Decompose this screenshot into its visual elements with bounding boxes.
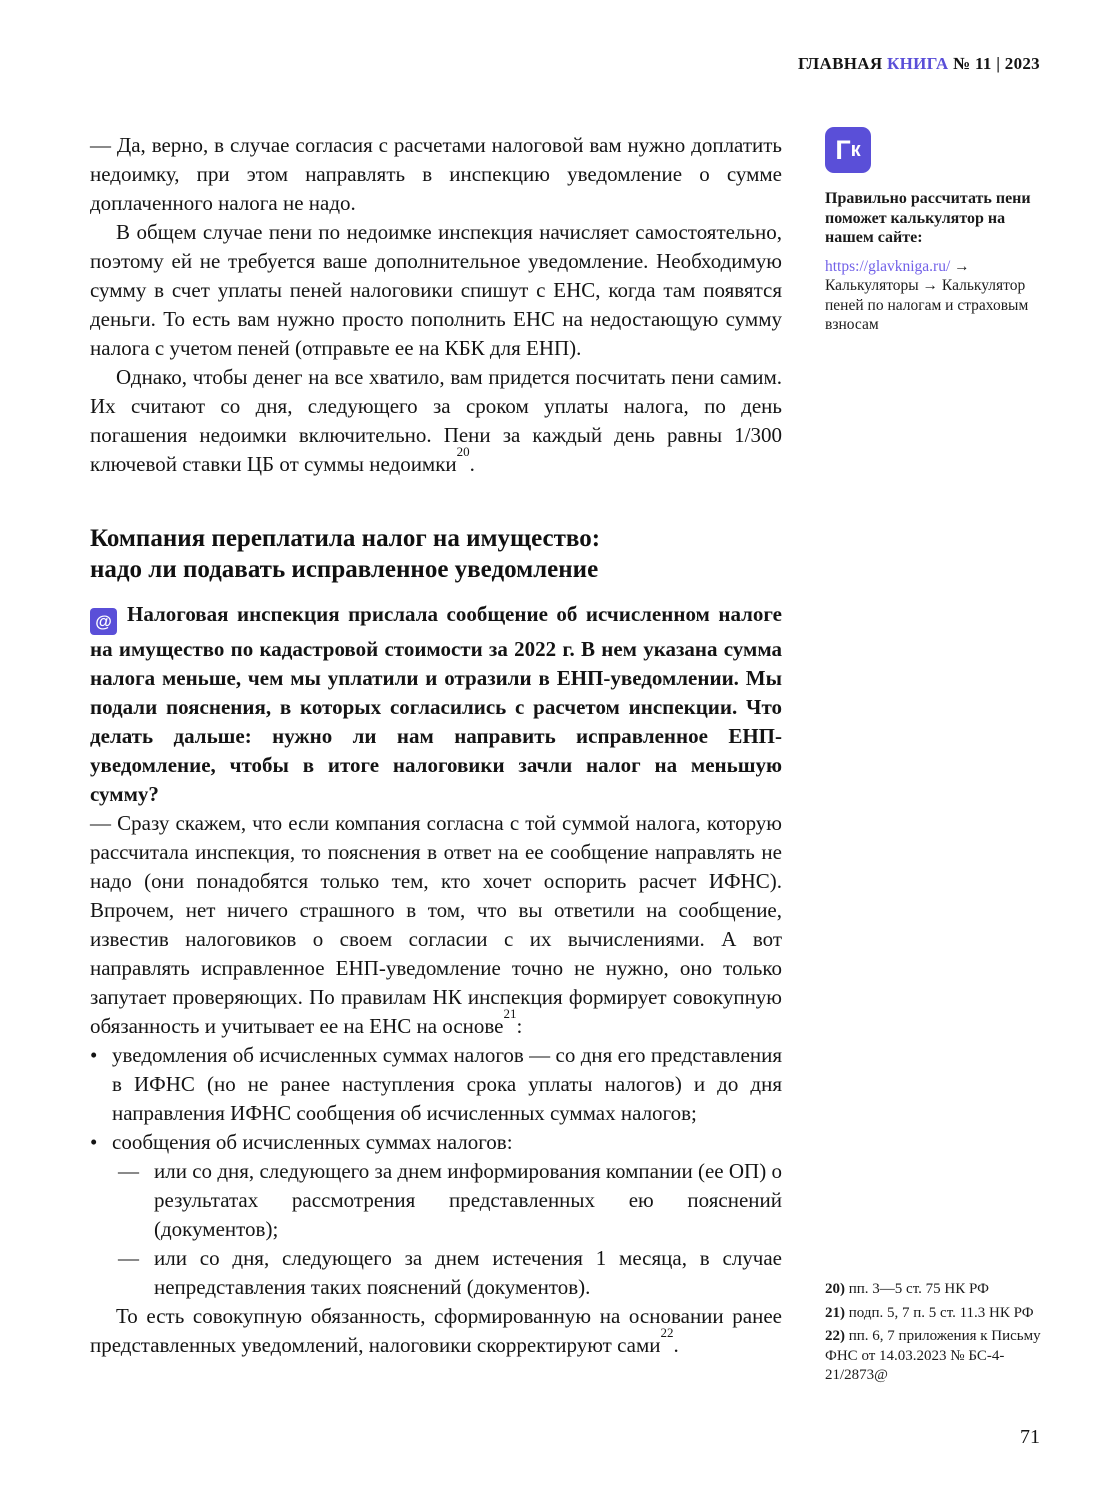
section-heading-line2: надо ли подавать исправленное уведомление xyxy=(90,556,599,583)
answer-paragraph xyxy=(90,809,782,1041)
sidebar xyxy=(825,127,1043,335)
paragraph-tail: : xyxy=(516,1014,523,1038)
footnote-ref-22: 22 xyxy=(660,1325,674,1340)
list-item-text: сообщения об исчисленных суммах налогов: xyxy=(112,1130,513,1154)
body-paragraph: В общем случае пени по недоимке инспекция начисляет самостоятельно, поэтому ей не требуется ваше дополнительное уведомление. Необходимую сумму в счет уплаты пеней налоговики спишут с ЕНС, когда там появятся деньги. То есть вам нужно просто пополнить ЕНС на недостающую сумму налога с учетом пеней (отправьте ее на КБК для ЕНП). xyxy=(90,220,782,360)
sub-list-item-text: или со дня, следующего за днем истечения 1 месяца, в случае непредставления таких пояснений (документов). xyxy=(154,1246,782,1299)
at-icon: @ xyxy=(90,608,117,635)
logo-letter-k: к xyxy=(850,139,861,161)
sub-list-item xyxy=(118,1157,782,1244)
footnote-number: 22) xyxy=(825,1328,845,1344)
paragraph-text: То есть совокупную обязанность, сформированную на основании ранее представленных уведомлений, налоговики скорректируют сами xyxy=(90,1304,782,1357)
dash-icon: — xyxy=(118,1246,139,1270)
section-heading-line1: Компания переплатила налог на имущество: xyxy=(90,525,601,552)
page-header xyxy=(798,54,1040,74)
paragraph-tail: . xyxy=(469,452,475,476)
paragraph-text: — Сразу скажем, что если компания согласна с той суммой налога, которую рассчитала инспекция, то пояснения в ответ на ее сообщение направлять не надо (они понадобятся только тем, кто хочет оспорить расчет ИФНС). Впрочем, нет ничего страшного в том, что вы ответили на сообщение, известив налоговиков о своем согласии с их вычислениями. А вот направлять исправленное ЕНП-уведомление точно не нужно, оно только запутает проверяющих. По правилам НК инспекция формирует совокупную обязанность и учитывает ее на ЕНС на основе xyxy=(90,811,782,1038)
logo-letter-g: Г xyxy=(835,134,851,165)
answer-paragraph: — Да, верно, в случае согласия с расчетами налоговой вам нужно доплатить недоимку, при этом направлять в инспекцию уведомление о сумме доплаченного налога не надо. xyxy=(90,133,782,215)
sub-list-item-text: или со дня, следующего за днем информирования компании (ее ОП) о результатах рассмотрения представленных ею пояснений (документов); xyxy=(154,1159,782,1241)
bullet-icon: • xyxy=(90,1043,98,1067)
page-number: 71 xyxy=(1020,1426,1040,1448)
sidebar-note: Правильно рассчитать пени поможет калькулятор на нашем сайте: xyxy=(825,190,1031,246)
paragraph-tail: . xyxy=(673,1333,679,1357)
glavkniga-link[interactable]: https://glavkniga.ru/ xyxy=(825,257,951,275)
footnote-20 xyxy=(825,1280,1043,1300)
footnote-text: подп. 5, 7 п. 5 ст. 11.3 НК РФ xyxy=(848,1304,1034,1321)
footnotes xyxy=(825,1280,1043,1390)
dash-icon: — xyxy=(118,1159,139,1183)
footnote-text: пп. 3—5 ст. 75 НК РФ xyxy=(848,1281,989,1297)
sidebar-link-path: Калькуляторы → Калькулятор пеней по налогам и страховым взносам xyxy=(825,277,1029,333)
footnote-number: 21) xyxy=(825,1304,845,1321)
question-text: Налоговая инспекция прислала сообщение об исчисленном налоге на имущество по кадастровой стоимости за 2022 г. В нем указана сумма налога меньше, чем мы уплатили и отразили в ЕНП-уведомлении. Мы подали пояснения, в которых согласились с расчетом инспекции. Что делать дальше: нужно ли нам направить исправленное ЕНП-уведомление, чтобы в итоге налоговики зачли налог на меньшую сумму? xyxy=(90,602,782,806)
list-item xyxy=(90,1128,782,1157)
sidebar-link-block xyxy=(825,257,1043,335)
issue-number: № 11 | 2023 xyxy=(953,54,1040,73)
brand-name-part1: ГЛАВНАЯ xyxy=(797,54,883,73)
body-paragraph xyxy=(90,363,782,479)
arrow-icon: → xyxy=(954,257,970,275)
glavkniga-logo-icon xyxy=(825,127,871,173)
list-item xyxy=(90,1041,782,1128)
footnote-ref-20: 20 xyxy=(456,444,470,459)
reader-question xyxy=(90,600,782,809)
brand-name-part2: КНИГА xyxy=(886,54,949,73)
article-body xyxy=(90,131,782,1360)
closing-paragraph xyxy=(90,1302,782,1360)
footnote-text: пп. 6, 7 приложения к Письму ФНС от 14.03.2023 № БС-4-21/2873@ xyxy=(825,1328,1041,1383)
footnote-number: 20) xyxy=(825,1281,845,1297)
paragraph-text: Однако, чтобы денег на все хватило, вам придется посчитать пени самим. Их считают со дня, следующего за сроком уплаты налога, по день погашения недоимки включительно. Пени за каждый день равны 1/300 ключевой ставки ЦБ от суммы недоимки xyxy=(90,365,782,476)
footnote-22 xyxy=(825,1327,1043,1386)
footnote-21 xyxy=(825,1304,1043,1324)
list-item-text: уведомления об исчисленных суммах налогов — со дня его представления в ИФНС (но не ранее наступления срока уплаты налогов) и до дня направления ИФНС сообщения об исчисленных суммах налогов; xyxy=(112,1043,782,1125)
footnote-ref-21: 21 xyxy=(503,1006,517,1021)
sub-list-item xyxy=(118,1244,782,1302)
section-heading xyxy=(90,523,782,585)
bullet-icon: • xyxy=(90,1130,98,1154)
